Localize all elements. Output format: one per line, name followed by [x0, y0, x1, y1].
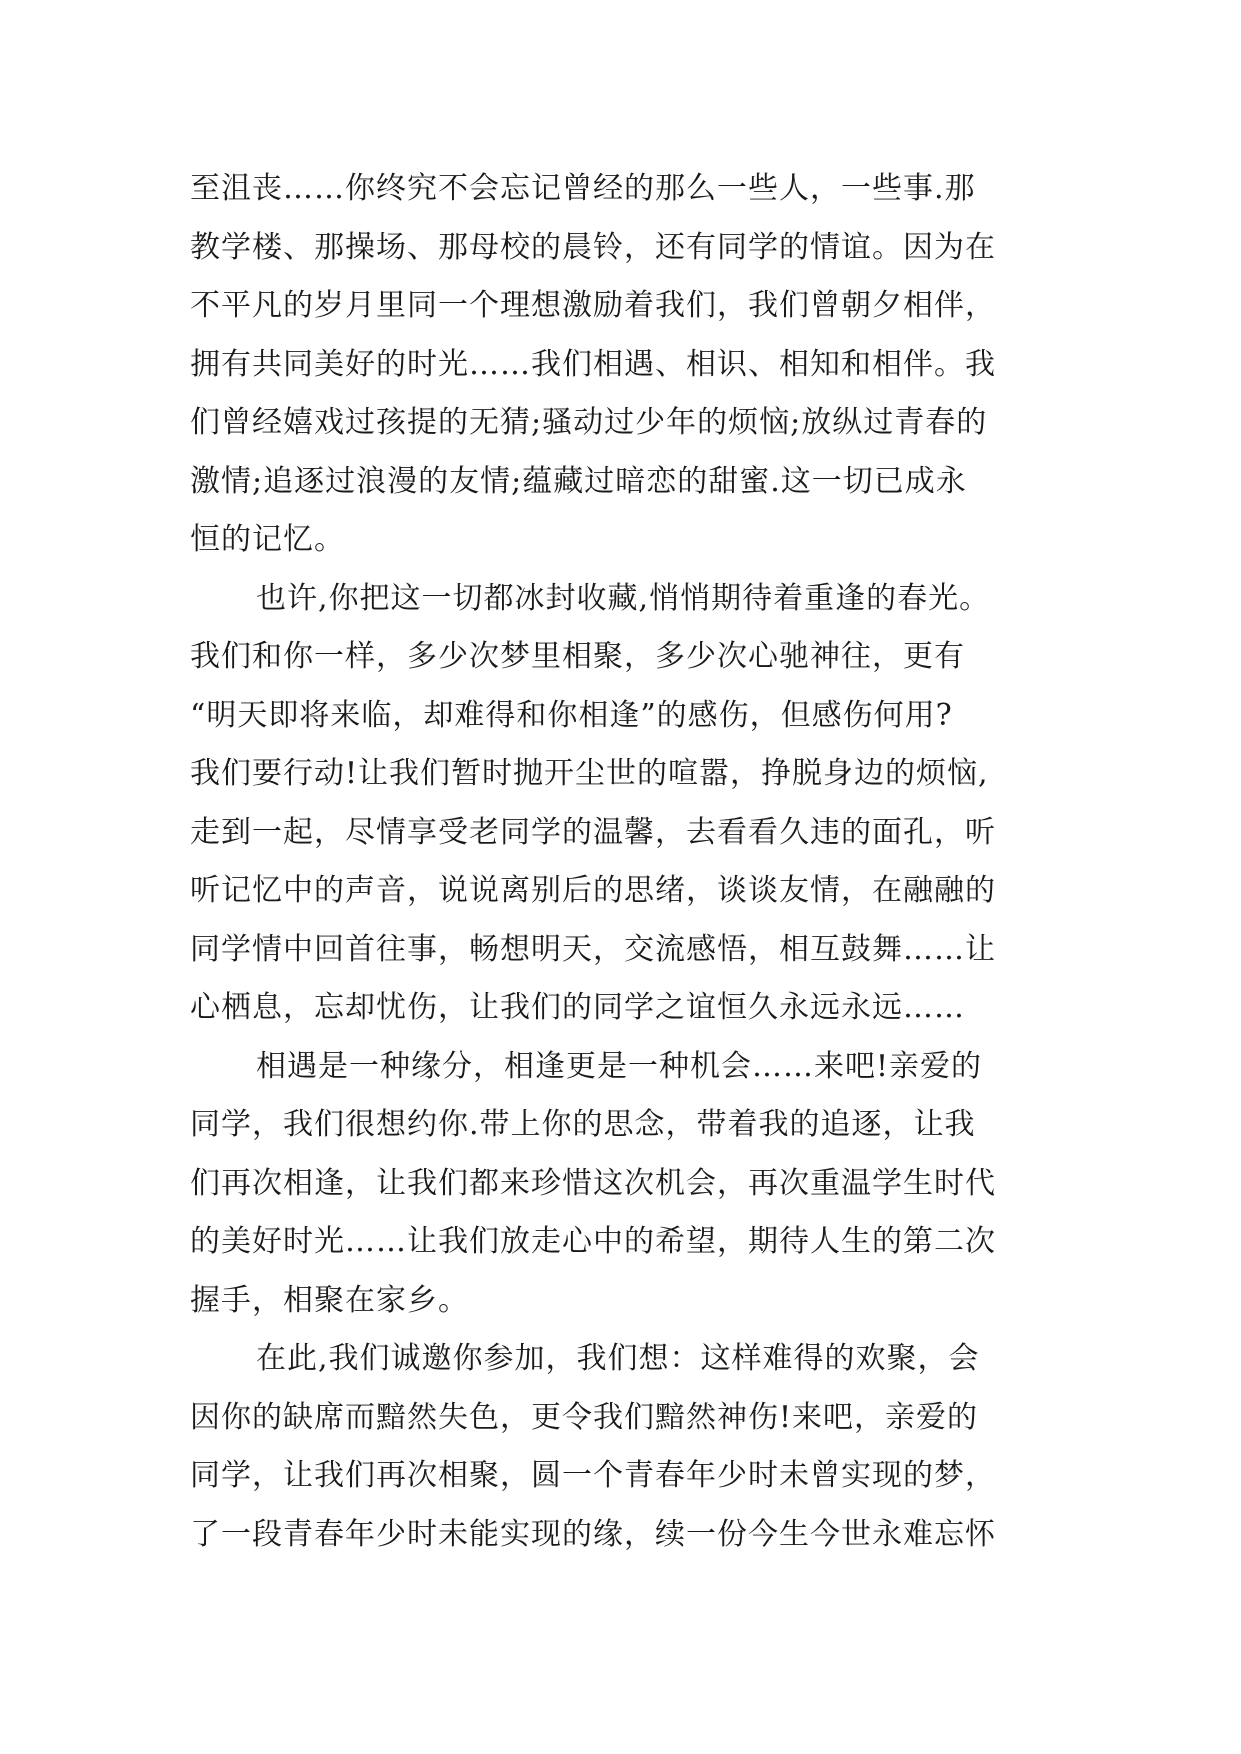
text-line: 了一段青春年少时未能实现的缘，续一份今生今世永难忘怀	[190, 1516, 996, 1552]
text-line: 们曾经嬉戏过孩提的无猜;骚动过少年的烦恼;放纵过青春的	[190, 405, 988, 440]
text-line: 听记忆中的声音，说说离别后的思绪，谈谈友情，在融融的	[190, 873, 996, 908]
text-line: 们再次相逢，让我们都来珍惜这次机会，再次重温学生时代	[190, 1165, 996, 1201]
text-line: 我们要行动!让我们暂时抛开尘世的喧嚣，挣脱身边的烦恼,	[190, 756, 989, 791]
text-line: 我们和你一样，多少次梦里相聚，多少次心驰神往，更有	[190, 639, 965, 674]
text-line: 教学楼、那操场、那母校的晨铃，还有同学的情谊。因为在	[190, 229, 996, 265]
paragraph-start-line: 在此,我们诚邀你参加，我们想：这样难得的欢聚，会	[256, 1341, 980, 1376]
text-line: 至沮丧……你终究不会忘记曾经的那么一些人，一些事.那	[190, 171, 976, 206]
text-line: 拥有共同美好的时光……我们相遇、相识、相知和相伴。我	[190, 346, 996, 382]
body-text	[190, 160, 1050, 1564]
text-line: 恒的记忆。	[190, 522, 345, 557]
paragraph-start-line: 相遇是一种缘分，相逢更是一种机会……来吧!亲爱的	[256, 1048, 983, 1084]
paragraph-start-line: 也许,你把这一切都冰封收藏,悄悄期待着重逢的春光。	[256, 580, 991, 616]
text-line: 握手，相聚在家乡。	[190, 1282, 469, 1318]
text-line: 不平凡的岁月里同一个理想激励着我们，我们曾朝夕相伴，	[190, 288, 996, 323]
text-line: “明天即将来临，却难得和你相逢”的感伤，但感伤何用?	[190, 697, 953, 733]
text-line: 激情;追逐过浪漫的友情;蕴藏过暗恋的甜蜜.这一切已成永	[190, 463, 967, 499]
text-line: 心栖息，忘却忧伤，让我们的同学之谊恒久永远永远……	[190, 990, 965, 1025]
text-line: 同学情中回首往事，畅想明天，交流感悟，相互鼓舞……让	[190, 931, 996, 967]
text-line: 同学，我们很想约你.带上你的思念，带着我的追逐，让我	[190, 1107, 976, 1142]
text-line: 因你的缺席而黯然失色，更令我们黯然神伤!来吧，亲爱的	[190, 1399, 979, 1435]
text-line: 走到一起，尽情享受老同学的温馨，去看看久违的面孔，听	[190, 814, 996, 850]
text-line: 的美好时光……让我们放走心中的希望，期待人生的第二次	[190, 1224, 996, 1259]
text-line: 同学，让我们再次相聚，圆一个青春年少时未曾实现的梦，	[190, 1458, 996, 1493]
